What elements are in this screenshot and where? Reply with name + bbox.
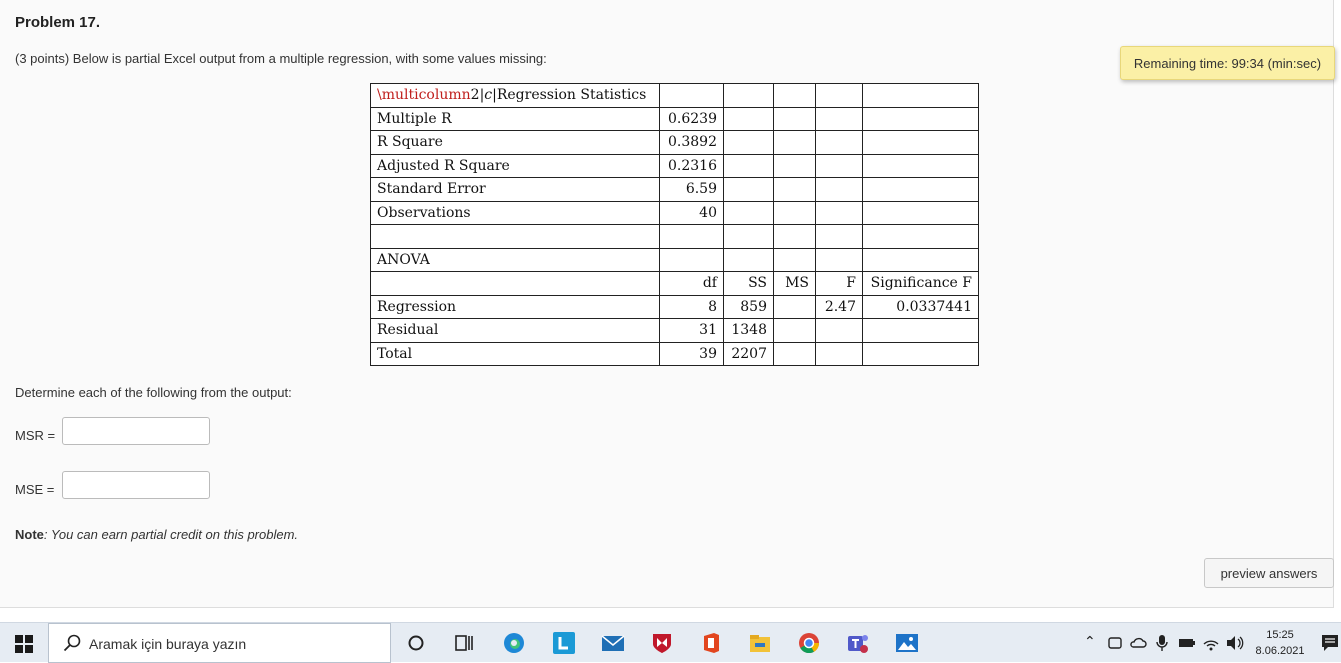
volume-icon[interactable] [1225, 634, 1245, 652]
clock-time: 15:25 [1266, 629, 1294, 641]
edge-browser-icon[interactable] [502, 631, 526, 655]
cortana-icon[interactable] [404, 631, 428, 655]
meet-now-icon[interactable] [1106, 634, 1124, 652]
stat-value: 0.3892 [660, 131, 724, 155]
anova-f [816, 342, 863, 366]
anova-df: 31 [660, 319, 724, 343]
search-placeholder: Aramak için buraya yazın [89, 636, 247, 652]
anova-row-label: Total [371, 342, 660, 366]
mse-input[interactable] [62, 471, 210, 499]
anova-ms [774, 342, 816, 366]
anova-ss: 1348 [724, 319, 774, 343]
file-explorer-icon[interactable] [748, 631, 772, 655]
regression-statistics-header: \multicolumn2|c|Regression Statistics [371, 84, 660, 108]
system-clock[interactable] [1252, 627, 1308, 659]
table-header-row [371, 84, 979, 108]
task-view-icon[interactable] [452, 631, 476, 655]
column-header-f: F [816, 272, 863, 296]
anova-ss: 2207 [724, 342, 774, 366]
table-row [371, 295, 979, 319]
table-row [371, 154, 979, 178]
taskbar-search-box[interactable] [48, 623, 391, 663]
photos-icon[interactable] [895, 631, 919, 655]
anova-df: 39 [660, 342, 724, 366]
windows-taskbar [0, 622, 1341, 662]
anova-label: ANOVA [371, 248, 660, 272]
battery-icon[interactable] [1178, 634, 1196, 652]
msr-label: MSR = [15, 428, 56, 443]
partial-credit-note: Note: You can earn partial credit on this problem. [15, 527, 299, 542]
stat-value: 6.59 [660, 178, 724, 202]
teams-icon[interactable] [846, 631, 870, 655]
stat-label: R Square [371, 131, 660, 155]
table-row [371, 107, 979, 131]
clock-date: 8.06.2021 [1255, 645, 1305, 657]
chrome-icon[interactable] [797, 631, 821, 655]
anova-f: 2.47 [816, 295, 863, 319]
stat-value: 0.2316 [660, 154, 724, 178]
problem-intro: (3 points) Below is partial Excel output from a multiple regression, with some values missing: [15, 51, 547, 66]
table-row [371, 342, 979, 366]
anova-ms [774, 319, 816, 343]
column-header-significance-f: Significance F [863, 272, 979, 296]
msr-input[interactable] [62, 417, 210, 445]
anova-row-label: Residual [371, 319, 660, 343]
problem-title: Problem 17. [15, 14, 101, 31]
office-icon[interactable] [699, 631, 723, 655]
column-header-ss: SS [724, 272, 774, 296]
anova-ss: 859 [724, 295, 774, 319]
windows-start-icon[interactable] [15, 635, 33, 653]
stat-label: Multiple R [371, 107, 660, 131]
lync-app-icon[interactable] [552, 631, 576, 655]
stat-label: Standard Error [371, 178, 660, 202]
mail-icon[interactable] [601, 631, 625, 655]
preview-answers-button[interactable]: preview answers [1204, 558, 1334, 588]
mse-label: MSE = [15, 482, 55, 497]
onedrive-cloud-icon[interactable] [1129, 634, 1147, 652]
remaining-time-badge: Remaining time: 99:34 (min:sec) [1120, 46, 1335, 80]
microphone-icon[interactable] [1155, 634, 1169, 652]
anova-row-label: Regression [371, 295, 660, 319]
column-header-ms: MS [774, 272, 816, 296]
anova-significance-f [863, 319, 979, 343]
table-row [371, 178, 979, 202]
wifi-icon[interactable] [1202, 634, 1220, 652]
notification-center-icon[interactable] [1320, 633, 1340, 653]
table-row [371, 131, 979, 155]
mcafee-shield-icon[interactable] [650, 631, 674, 655]
stat-label: Observations [371, 201, 660, 225]
anova-df: 8 [660, 295, 724, 319]
anova-significance-f: 0.0337441 [863, 295, 979, 319]
questions-prompt: Determine each of the following from the output: [15, 385, 292, 400]
anova-ms [774, 295, 816, 319]
search-icon [63, 634, 81, 652]
chevron-up-icon[interactable]: ⌃ [1084, 633, 1096, 649]
blank-row [371, 225, 979, 249]
table-row [371, 319, 979, 343]
anova-significance-f [863, 342, 979, 366]
table-row [371, 201, 979, 225]
anova-f [816, 319, 863, 343]
stat-value: 0.6239 [660, 107, 724, 131]
regression-output-table [370, 83, 979, 366]
stat-label: Adjusted R Square [371, 154, 660, 178]
stat-value: 40 [660, 201, 724, 225]
anova-header-row [371, 272, 979, 296]
column-header-df: df [660, 272, 724, 296]
anova-label-row [371, 248, 979, 272]
